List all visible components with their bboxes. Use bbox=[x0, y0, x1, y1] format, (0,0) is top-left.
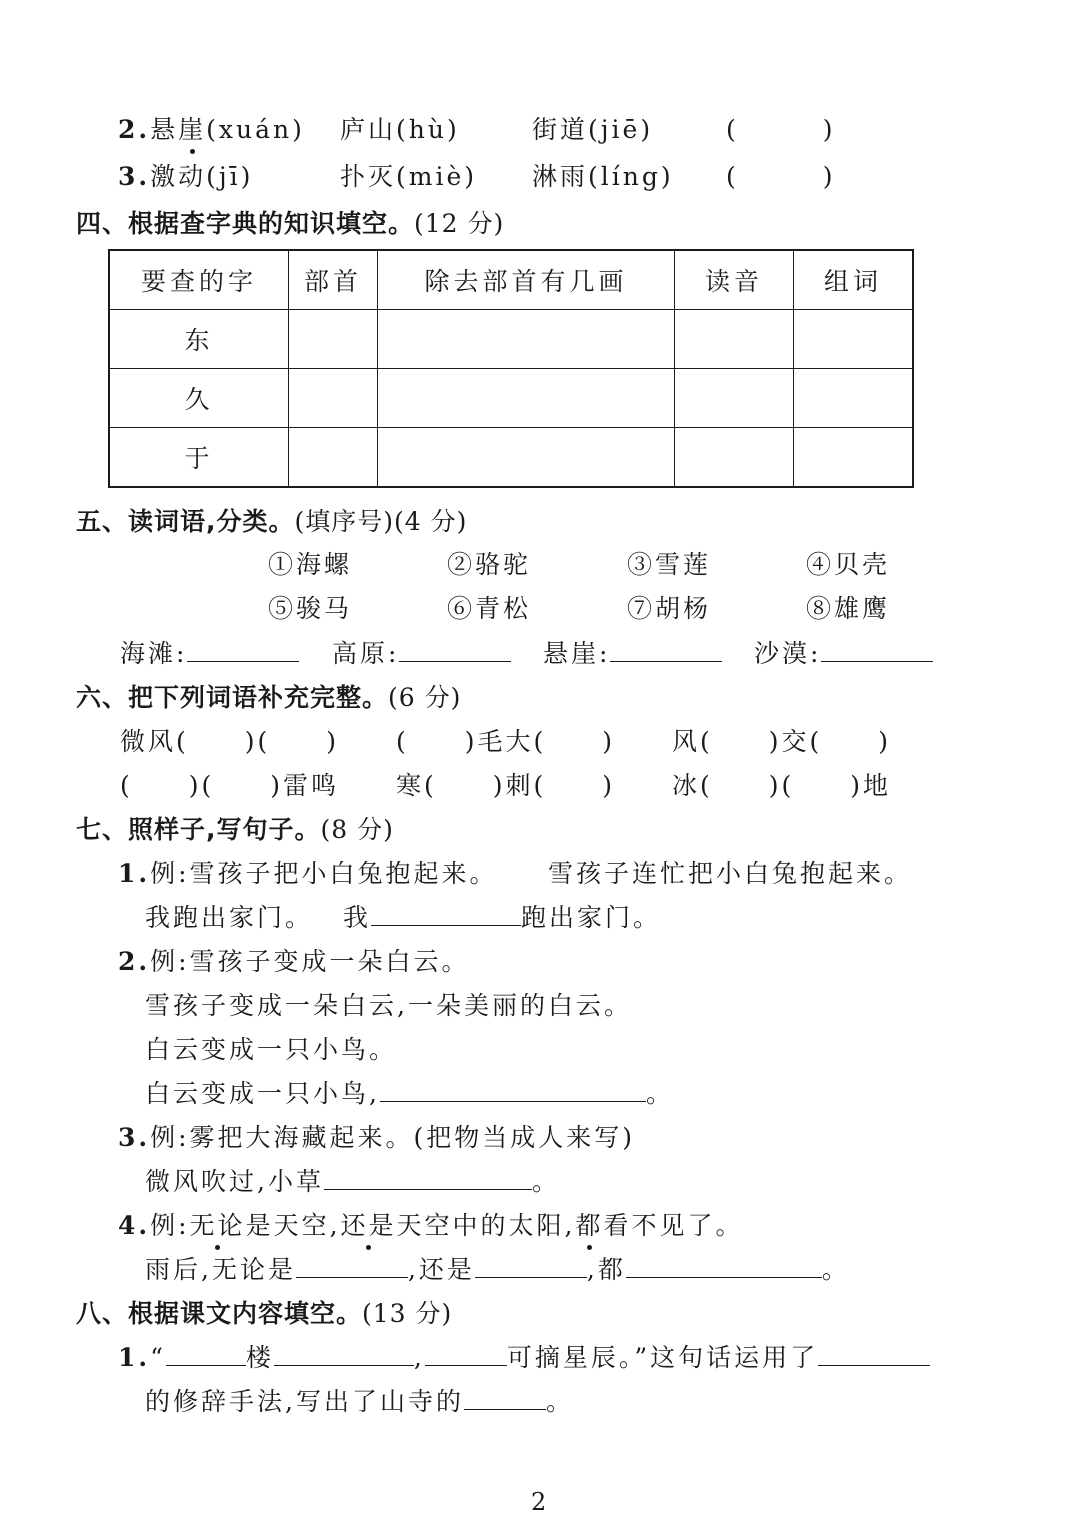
pinyin-row-2 bbox=[118, 110, 305, 146]
section-4-heading: 四、根据查字典的知识填空。(12 分) bbox=[76, 209, 505, 238]
answer-blank[interactable] bbox=[818, 1343, 930, 1366]
answer-cell[interactable] bbox=[794, 310, 914, 369]
dotted-char: 崖 bbox=[178, 110, 206, 146]
answer-blank[interactable] bbox=[475, 1255, 587, 1278]
answer-cell[interactable] bbox=[675, 428, 794, 488]
word-option: ⑧雄鹰 bbox=[806, 594, 891, 623]
answer-cell[interactable] bbox=[794, 428, 914, 488]
word: 动 bbox=[178, 162, 207, 191]
word: 激 bbox=[150, 162, 179, 191]
idiom-fill[interactable]: 冰( )( )地 bbox=[672, 771, 892, 800]
table-header-row bbox=[109, 250, 913, 310]
question-number: 2. bbox=[118, 115, 151, 144]
pinyin: (xuán) bbox=[206, 115, 305, 144]
question-number: 3. bbox=[118, 162, 151, 191]
answer-blank[interactable] bbox=[626, 1255, 822, 1278]
word-option: ②骆驼 bbox=[447, 550, 532, 579]
table-header: 要查的字 bbox=[109, 250, 289, 310]
answer-cell[interactable] bbox=[378, 369, 675, 428]
q8-1-line2: 的修辞手法,写出了山寺的 。 bbox=[145, 1387, 574, 1416]
table-header: 组词 bbox=[794, 250, 914, 310]
answer-cell[interactable] bbox=[289, 428, 378, 488]
q7-2-task: 白云变成一只小鸟, 。 bbox=[145, 1079, 674, 1108]
q7-2-line: 白云变成一只小鸟。 bbox=[145, 1035, 398, 1064]
category-desert: 沙漠: bbox=[754, 634, 933, 670]
pinyin-row-3 bbox=[118, 157, 253, 193]
pinyin: (hù) bbox=[396, 115, 460, 144]
answer-paren[interactable]: ( ) bbox=[726, 115, 836, 144]
q7-2-line: 雪孩子变成一朵白云,一朵美丽的白云。 bbox=[145, 991, 632, 1020]
answer-cell[interactable] bbox=[794, 369, 914, 428]
idiom-fill[interactable]: ( )毛大( ) bbox=[396, 727, 616, 756]
q8-1: 1.“ 楼 , 可摘星辰。”这句话运用了 bbox=[118, 1338, 930, 1374]
word-option: ⑥青松 bbox=[447, 594, 532, 623]
word: 悬 bbox=[150, 115, 179, 144]
q7-1-example-2: 雪孩子连忙把小白兔抱起来。 bbox=[548, 859, 913, 888]
idiom-fill[interactable]: 微风( )( ) bbox=[120, 727, 340, 756]
word-option: ①海螺 bbox=[268, 550, 353, 579]
pinyin: (jī) bbox=[206, 162, 254, 191]
table-row bbox=[109, 310, 913, 369]
answer-cell[interactable] bbox=[675, 310, 794, 369]
word-option: ⑤骏马 bbox=[268, 594, 353, 623]
answer-blank[interactable] bbox=[371, 903, 521, 926]
answer-blank[interactable] bbox=[610, 639, 722, 662]
answer-blank[interactable] bbox=[274, 1343, 414, 1366]
answer-cell[interactable] bbox=[289, 369, 378, 428]
q7-3-example: 3.例:雾把大海藏起来。(把物当成人来写) bbox=[118, 1123, 636, 1152]
page-number: 2 bbox=[531, 1488, 547, 1516]
answer-cell[interactable] bbox=[378, 310, 675, 369]
answer-blank[interactable] bbox=[399, 639, 511, 662]
answer-cell[interactable] bbox=[378, 428, 675, 488]
section-7-heading: 七、照样子,写句子。(8 分) bbox=[76, 815, 394, 844]
word-option: ③雪莲 bbox=[627, 550, 712, 579]
pinyin-word: 街道(jiē) bbox=[532, 115, 654, 144]
idiom-fill[interactable]: 寒( )刺( ) bbox=[396, 771, 616, 800]
idiom-fill[interactable]: ( )( )雷鸣 bbox=[120, 771, 340, 800]
section-6-heading: 六、把下列词语补充完整。(6 分) bbox=[76, 683, 462, 712]
answer-blank[interactable] bbox=[821, 639, 933, 662]
dictionary-table bbox=[108, 249, 914, 488]
answer-cell[interactable] bbox=[675, 369, 794, 428]
table-header: 部首 bbox=[289, 250, 378, 310]
lookup-char: 东 bbox=[109, 310, 289, 369]
dotted-word: 都 bbox=[575, 1206, 603, 1242]
answer-blank[interactable] bbox=[296, 1255, 408, 1278]
category-plateau: 高原: bbox=[332, 634, 511, 670]
table-header: 读音 bbox=[675, 250, 794, 310]
table-row bbox=[109, 369, 913, 428]
pinyin-word: 庐山(hù) bbox=[340, 115, 460, 144]
q7-1-task: 我跑出家门。 我 跑出家门。 bbox=[145, 903, 662, 932]
q7-1-example: 1.例:雪孩子把小白兔抱起来。 bbox=[118, 859, 498, 888]
answer-blank[interactable] bbox=[425, 1343, 507, 1366]
table-header: 除去部首有几画 bbox=[378, 250, 675, 310]
section-8-heading: 八、根据课文内容填空。(13 分) bbox=[76, 1299, 453, 1328]
answer-blank[interactable] bbox=[464, 1387, 546, 1410]
lookup-char: 于 bbox=[109, 428, 289, 488]
pinyin-word: 淋雨(líng) bbox=[532, 162, 674, 191]
word-option: ⑦胡杨 bbox=[627, 594, 712, 623]
pinyin-word: 扑灭(miè) bbox=[340, 162, 478, 191]
answer-blank[interactable] bbox=[187, 639, 299, 662]
pinyin: (miè) bbox=[396, 162, 478, 191]
q7-3-task: 微风吹过,小草 。 bbox=[145, 1167, 560, 1196]
q7-4-task: 雨后,无论是 ,还是 ,都 。 bbox=[145, 1255, 850, 1284]
answer-paren[interactable]: ( ) bbox=[726, 162, 836, 191]
category-beach: 海滩: bbox=[120, 634, 299, 670]
section-5-heading: 五、读词语,分类。(填序号)(4 分) bbox=[76, 507, 468, 536]
lookup-char: 久 bbox=[109, 369, 289, 428]
category-cliff: 悬崖: bbox=[543, 634, 722, 670]
dotted-word: 无论 bbox=[190, 1206, 246, 1242]
pinyin: (líng) bbox=[588, 162, 674, 191]
answer-blank[interactable] bbox=[380, 1079, 646, 1102]
word-option: ④贝壳 bbox=[806, 550, 891, 579]
answer-cell[interactable] bbox=[289, 310, 378, 369]
dotted-word: 还是 bbox=[341, 1206, 397, 1242]
answer-blank[interactable] bbox=[324, 1167, 532, 1190]
q7-2-example: 2.例:雪孩子变成一朵白云。 bbox=[118, 947, 470, 976]
idiom-fill[interactable]: 风( )交( ) bbox=[672, 727, 892, 756]
answer-blank[interactable] bbox=[166, 1343, 246, 1366]
pinyin: (jiē) bbox=[588, 115, 654, 144]
table-row bbox=[109, 428, 913, 488]
q7-4-example: 4.例:无论是天空,还是天空中的太阳,都看不见了。 bbox=[118, 1206, 744, 1242]
